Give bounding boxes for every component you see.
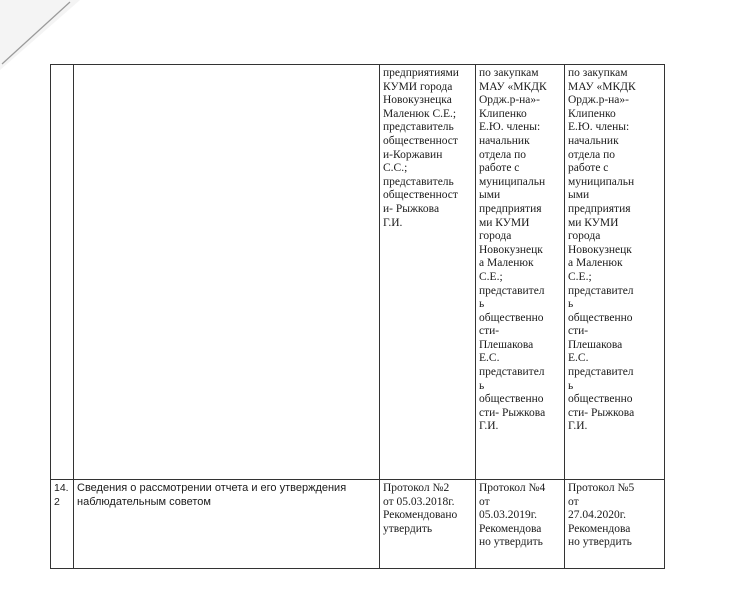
row-description xyxy=(74,65,380,480)
table-row xyxy=(51,480,665,569)
cell-year-2018: Протокол №4 от 05.03.2019г. Рекомендова но утвердить xyxy=(476,480,565,569)
table-row xyxy=(51,65,665,480)
cell-year-2017: Протокол №2 от 05.03.2018г. Рекомендовано утвердить xyxy=(380,480,476,569)
row-number xyxy=(51,65,74,480)
report-table xyxy=(50,64,665,569)
row-description: Сведения о рассмотрении отчета и его утверждения наблюдательным советом xyxy=(74,480,380,569)
cell-year-2017: предприятиями КУМИ города Новокузнецка Маленюк С.Е.; представитель общественност и-Коржавин С.С.; представитель общественност и- Рыжкова Г.И. xyxy=(380,65,476,480)
cell-year-2019: по закупкам МАУ «МКДК Ордж.р-на»- Клипенко Е.Ю. члены: начальник отдела по работе с муниципальн ыми предприятия ми КУМИ города Новокузнецк а Маленюк С.Е.; представител ь общественно сти- Плешакова Е.С. представител ь общественно сти- Рыжкова Г.И. xyxy=(565,65,665,480)
row-number: 14.2 xyxy=(51,480,74,569)
cell-year-2019: Протокол №5 от 27.04.2020г. Рекомендова но утвердить xyxy=(565,480,665,569)
cell-year-2018: по закупкам МАУ «МКДК Ордж.р-на»- Клипенко Е.Ю. члены: начальник отдела по работе с муниципальн ыми предприятия ми КУМИ города Новокузнецк а Маленюк С.Е.; представител ь общественно сти- Плешакова Е.С. представител ь общественно сти- Рыжкова Г.И. xyxy=(476,65,565,480)
